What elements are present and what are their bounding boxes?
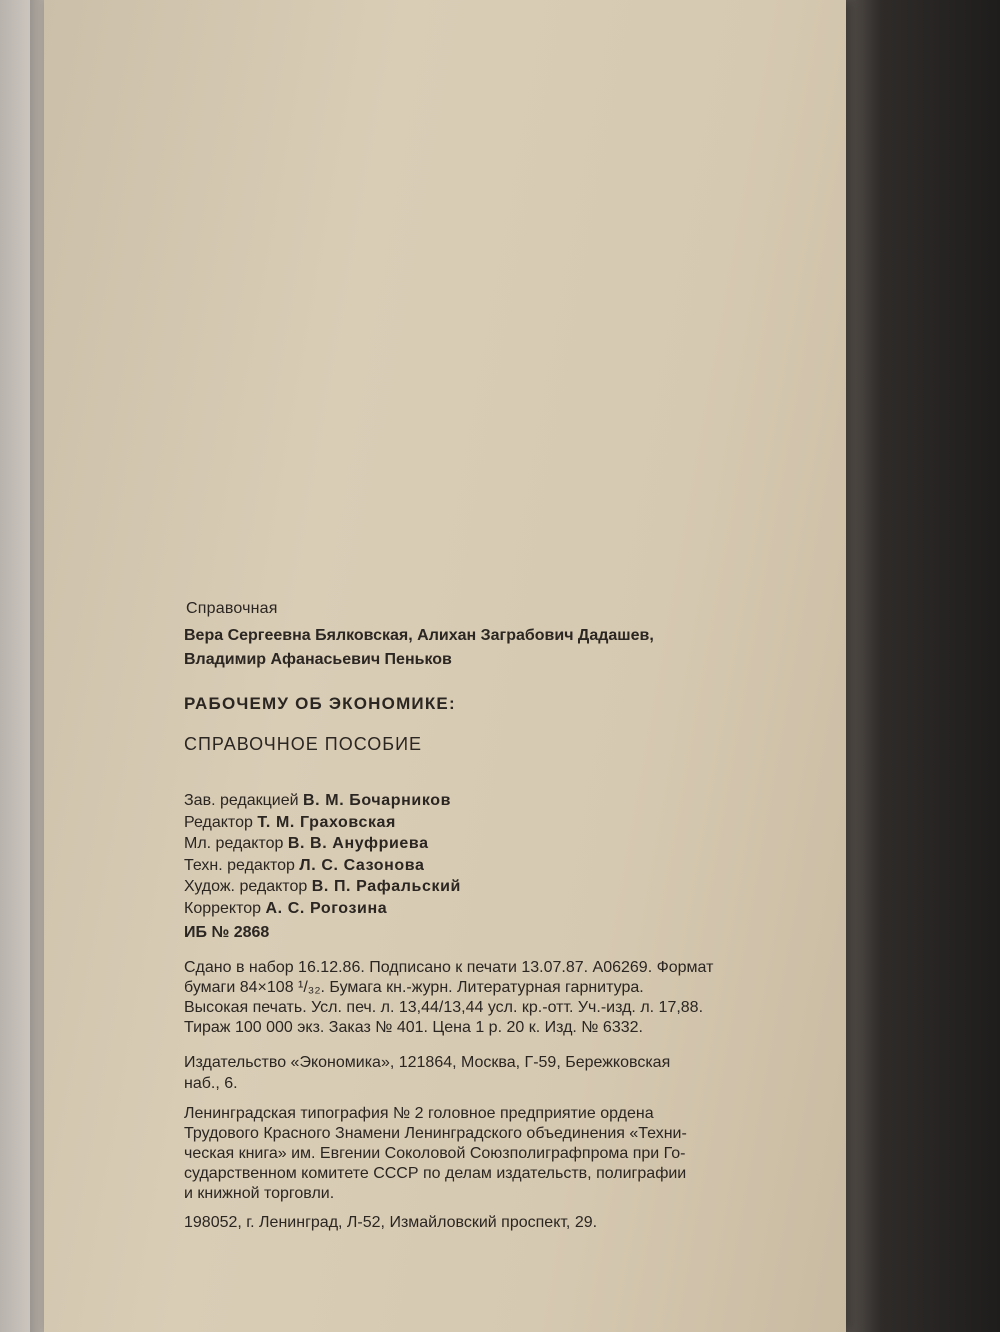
credit-name: А. С. Рогозина — [265, 899, 388, 917]
publisher-block — [184, 1052, 670, 1094]
credit-line — [184, 812, 461, 834]
credit-role: Редактор — [184, 813, 253, 831]
credits-block — [184, 790, 461, 919]
print-info-line: Тираж 100 000 экз. Заказ № 401. Цена 1 р. 20 к. Изд. № 6332. — [184, 1019, 643, 1036]
authors-line: Владимир Афанасьевич Пеньков — [184, 651, 452, 668]
typography-line: Трудового Красного Знамени Ленинградского объединения «Техни- — [184, 1125, 687, 1142]
authors-line: Вера Сергеевна Бялковская, Алихан Заграбович Дадашев, — [184, 627, 654, 644]
credit-role: Техн. редактор — [184, 856, 295, 874]
background-right — [830, 0, 1000, 1332]
ib-number: ИБ № 2868 — [184, 924, 270, 941]
typography-block — [184, 1104, 687, 1204]
credit-name: В. М. Бочарников — [303, 792, 452, 809]
print-info-line: бумаги 84×108 ¹/₃₂. Бумага кн.-журн. Литературная гарнитура. — [184, 979, 644, 996]
printing-address: 198052, г. Ленинград, Л-52, Измайловский проспект, 29. — [184, 1214, 598, 1231]
publisher-line: наб., 6. — [184, 1075, 238, 1092]
credit-line — [184, 833, 461, 855]
typography-line: ческая книга» им. Евгении Соколовой Союзполиграфпрома при Го- — [184, 1145, 686, 1162]
authors-block — [184, 624, 654, 672]
credit-name: В. В. Ануфриева — [287, 835, 429, 852]
genre-label: Справочная — [186, 600, 278, 617]
credit-role: Корректор — [184, 899, 262, 917]
credit-line — [184, 855, 461, 877]
publisher-line: Издательство «Экономика», 121864, Москва, Г-59, Бережковская — [184, 1054, 671, 1071]
typography-line: и книжной торговли. — [184, 1185, 335, 1202]
book-subtitle: СПРАВОЧНОЕ ПОСОБИЕ — [184, 734, 423, 754]
credit-role: Мл. редактор — [184, 835, 284, 852]
credit-role: Зав. редакцией — [184, 792, 299, 809]
credit-name: Т. М. Граховская — [257, 813, 396, 831]
print-info-line: Высокая печать. Усл. печ. л. 13,44/13,44 усл. кр.-отт. Уч.-изд. л. 17,88. — [184, 999, 704, 1016]
credit-line — [184, 790, 461, 812]
typography-line: Ленинградская типография № 2 головное предприятие ордена — [184, 1105, 654, 1122]
print-info-block — [184, 958, 713, 1038]
credit-line — [184, 876, 461, 898]
print-info-line: Сдано в набор 16.12.86. Подписано к печати 13.07.87. А06269. Формат — [184, 959, 714, 976]
credit-name: Л. С. Сазонова — [299, 856, 425, 874]
book-title: РАБОЧЕМУ ОБ ЭКОНОМИКЕ: — [184, 694, 456, 713]
credit-role: Худож. редактор — [184, 878, 308, 895]
credit-line — [184, 898, 461, 920]
credit-name: В. П. Рафальский — [311, 878, 461, 895]
typography-line: сударственном комитете СССР по делам издательств, полиграфии — [184, 1165, 687, 1182]
